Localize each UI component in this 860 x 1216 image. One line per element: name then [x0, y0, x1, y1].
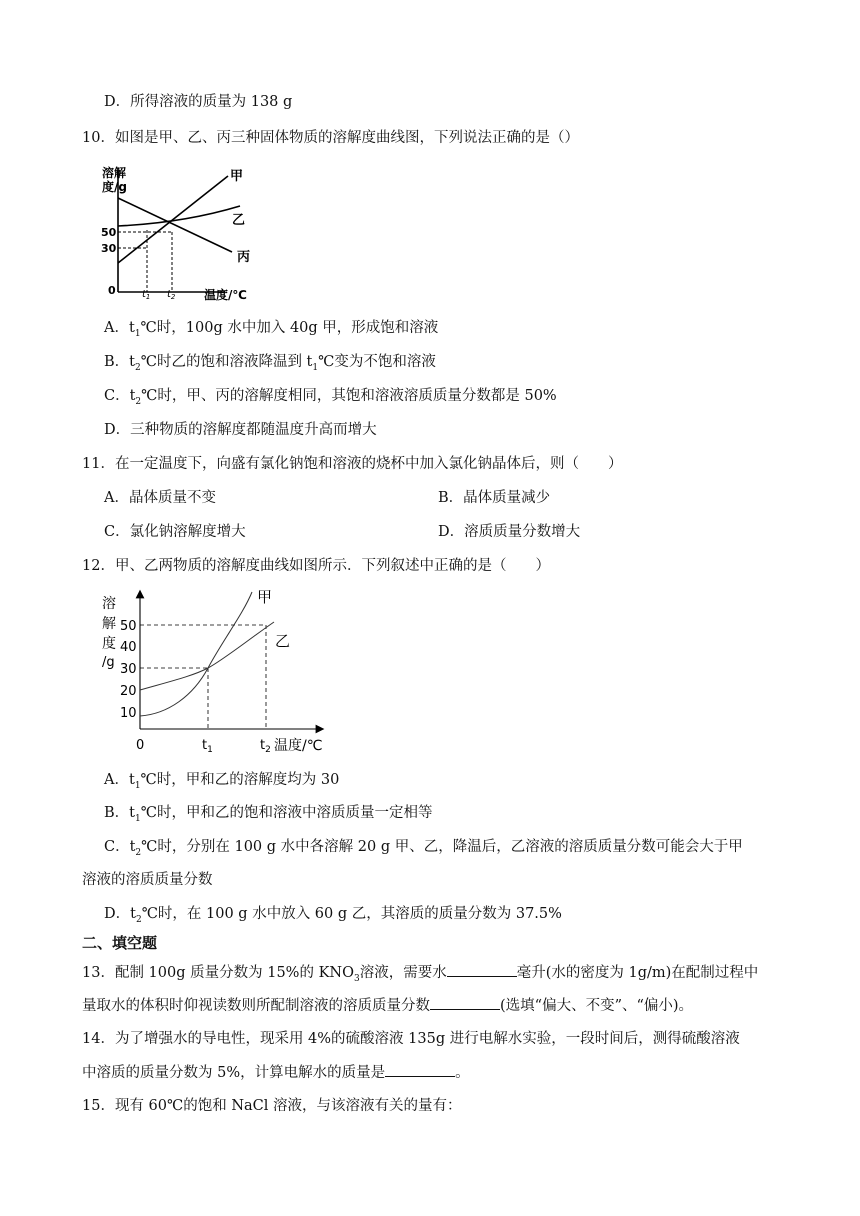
q14-line-2: 中溶质的质量分数为 5%，计算电解水的质量是 。	[82, 1062, 470, 1083]
q10-xlabel: 温度/℃	[204, 288, 247, 302]
q10-option-a: A．$t_1℃$时，100g 水中加入 40g 甲，形成饱和溶液	[104, 320, 439, 339]
q12-option-d: D．$t_2℃$时，在 100 g 水中放入 60 g 乙，其溶质的质量分数为 37.5%	[104, 906, 562, 925]
q12-tick-20: 20	[120, 684, 137, 699]
q11-option-c: C．氯化钠溶解度增大	[104, 524, 246, 540]
q10-origin: 0	[108, 284, 116, 297]
q12-xlabel: 温度/℃	[274, 738, 323, 754]
q11-option-a: A．晶体质量不变	[104, 490, 216, 506]
q10-tick-50: 50	[101, 226, 117, 239]
q10-tick-30: 30	[101, 242, 117, 255]
q12-stem: 12．甲、乙两物质的溶解度曲线如图所示．下列叙述中正确的是（ ）	[82, 558, 550, 574]
q10-curve-jia	[118, 176, 228, 263]
q10-label-jia: 甲	[230, 169, 244, 184]
q12-label-jia: 甲	[257, 588, 273, 606]
q10-option-d: D．三种物质的溶解度都随温度升高而增大	[104, 422, 377, 438]
q9-option-d: D．所得溶液的质量为 138 g	[104, 94, 293, 110]
q12-label-yi: 乙	[275, 632, 291, 650]
section-heading-fill-in: 二、填空题	[82, 934, 158, 952]
q12-t1: $t_1$	[202, 738, 213, 755]
q12-option-c-continued: 溶液的溶质质量分数	[82, 872, 213, 888]
q10-ylabel-1: 溶解	[102, 166, 127, 180]
q12-origin: 0	[136, 738, 145, 753]
q10-t1: $t_1$	[142, 289, 151, 301]
q12-solubility-graph	[98, 584, 338, 756]
q12-option-b: B．$t_1℃$时，甲和乙的饱和溶液中溶质质量一定相等	[104, 805, 433, 824]
q11-option-d: D．溶质质量分数增大	[438, 524, 581, 540]
q12-ylabel-1: 溶	[102, 596, 116, 612]
q12-option-a: A．$t_1℃$时，甲和乙的溶解度均为 30	[104, 772, 340, 791]
q12-tick-50: 50	[120, 619, 137, 634]
q14-line-1: 14．为了增强水的导电性，现采用 4%的硫酸溶液 135g 进行电解水实验，一段时间后，测得硫酸溶液	[82, 1031, 740, 1047]
q12-ylabel-4: /g	[102, 655, 115, 670]
q12-tick-10: 10	[120, 706, 137, 721]
q10-ylabel-2: 度/g	[102, 180, 127, 194]
q11-stem: 11．在一定温度下，向盛有氯化钠饱和溶液的烧杯中加入氯化钠晶体后，则（ ）	[82, 456, 623, 472]
q12-ylabel-2: 解	[102, 616, 116, 632]
q10-label-yi: 乙	[232, 213, 246, 228]
q12-ylabel-3: 度	[102, 636, 116, 652]
q12-option-c: C．$t_2℃$时，分别在 100 g 水中各溶解 20 g 甲、乙，降温后，乙溶液的溶质质量分数可能会大于甲	[104, 839, 743, 858]
q10-option-b: B．$t_2℃$时乙的饱和溶液降温到 $t_1℃$变为不饱和溶液	[104, 354, 436, 373]
q11-option-b: B．晶体质量减少	[438, 490, 551, 506]
q12-t2: $t_2$	[260, 738, 271, 755]
q10-curve-yi	[118, 206, 240, 226]
q13-blank-1[interactable]	[447, 962, 517, 977]
q15-line-1: 15．现有 60℃的饱和 NaCl 溶液，与该溶液有关的量有：	[82, 1098, 462, 1114]
q10-option-c: C．$t_2℃$时，甲、丙的溶解度相同，其饱和溶液溶质质量分数都是 50%	[104, 388, 557, 407]
q13-line-1: 13．配制 100g 质量分数为 15%的 $KNO_3$溶液，需要水 毫升(水的密度为 1g/m)在配制过程中	[82, 962, 758, 983]
q12-curve-yi	[140, 622, 274, 690]
q10-solubility-graph	[100, 160, 270, 305]
q12-curve-jia	[140, 592, 252, 716]
q10-label-bing: 丙	[237, 250, 251, 265]
q12-tick-30: 30	[120, 662, 137, 677]
q10-stem: 10．如图是甲、乙、丙三种固体物质的溶解度曲线图，下列说法正确的是（）	[82, 130, 579, 146]
q10-t2: $t_2$	[167, 289, 176, 301]
q12-tick-40: 40	[120, 640, 137, 655]
q14-blank[interactable]	[385, 1062, 455, 1077]
q13-blank-2[interactable]	[430, 995, 500, 1010]
q13-line-2: 量取水的体积时仰视读数则所配制溶液的溶质质量分数 (选填“偏大、不变”、“偏小)。	[82, 995, 693, 1016]
